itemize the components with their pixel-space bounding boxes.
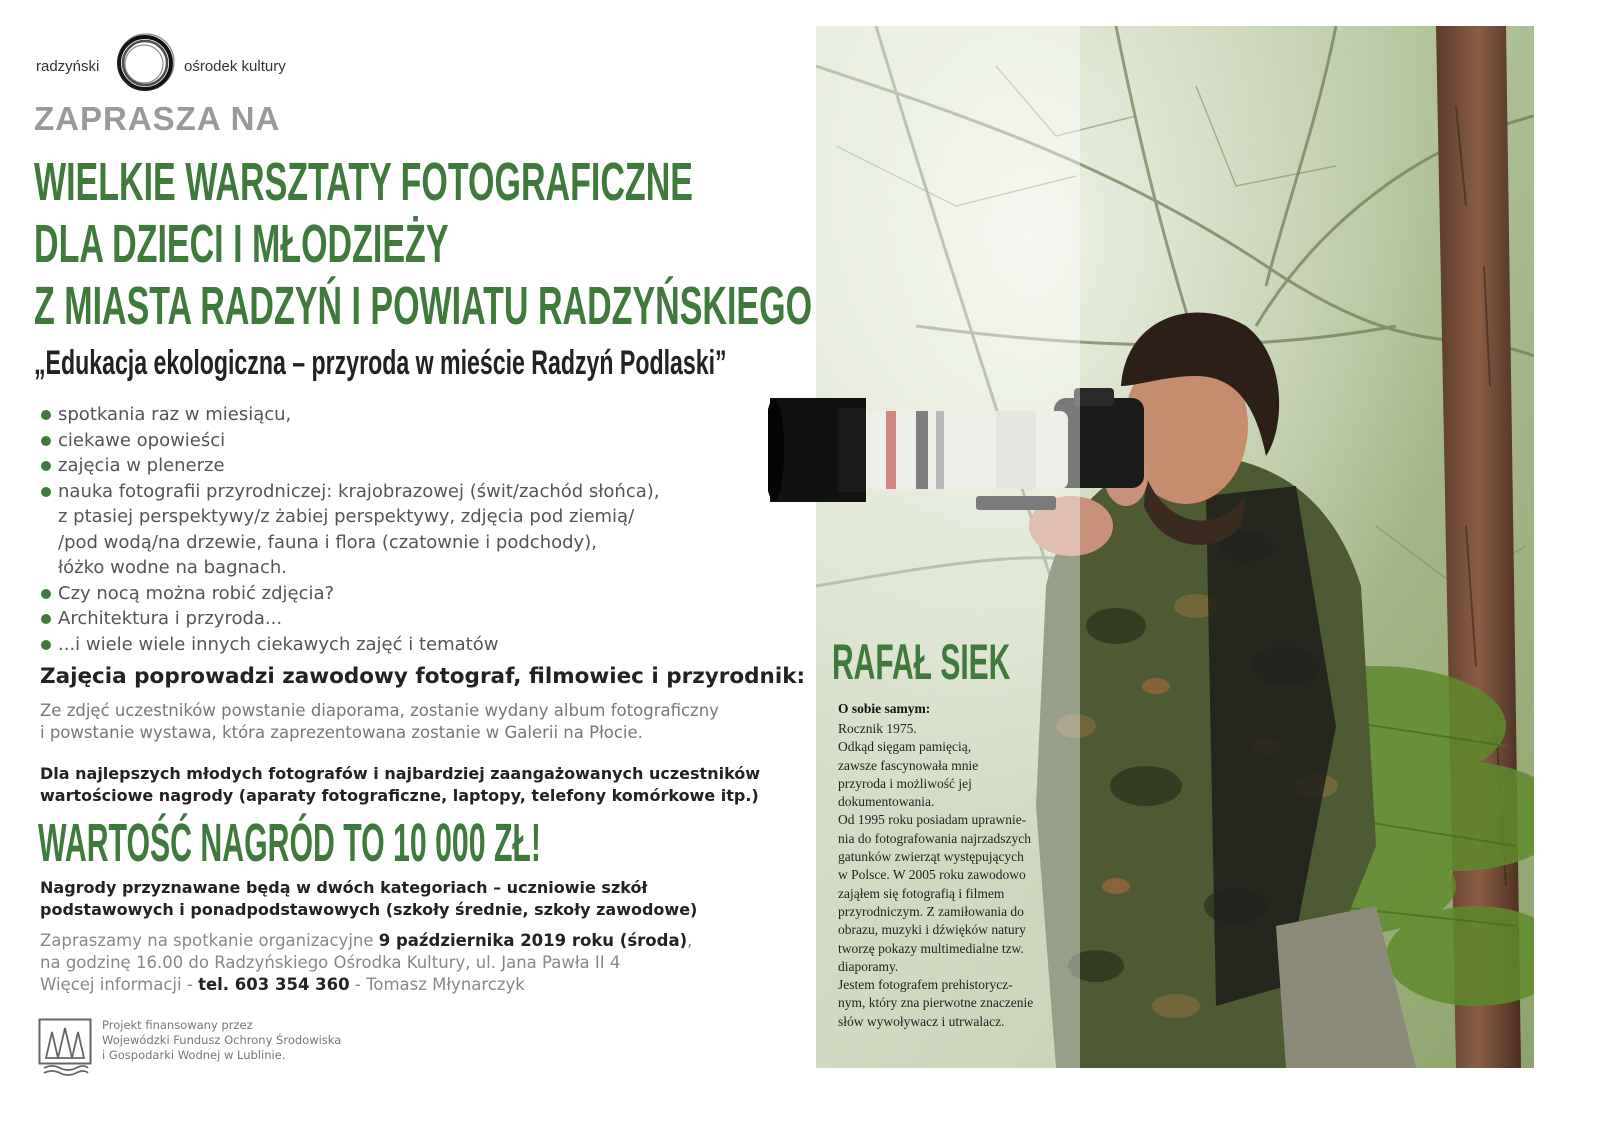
list-item: Architektura i przyroda... [40,606,800,632]
bio-line: Odkąd sięgam pamięcią, [838,739,972,755]
list-item: Czy nocą można robić zdjęcia? [40,581,800,607]
fund-credit [102,1018,422,1063]
photographer-bio [838,720,1068,1031]
list-item: nauka fotografii przyrodniczej: krajobrazowej (świt/zachód słońca), [40,479,800,505]
meeting-date: 9 października 2019 roku (środa) [378,931,688,950]
feature-list [40,402,800,657]
list-item: zajęcia w plenerze [40,453,800,479]
categories-paragraph [40,877,800,921]
list-item: spotkania raz w miesiącu, [40,402,800,428]
list-item: ...i wiele wiele innych ciekawych zajęć i tematów [40,632,800,658]
instructor-lead: Zajęcia poprowadzi zawodowy fotograf, filmowiec i przyrodnik: [40,664,806,689]
info-text: Zapraszamy na spotkanie organizacyjne [40,931,379,950]
invite-heading: ZAPRASZA NA [34,100,281,137]
ring-logo-icon [114,32,176,94]
prize-value-heading: WARTOŚĆ NAGRÓD TO 10 000 ZŁ! [38,813,541,873]
logo-left-word: radzyński [36,58,100,75]
outcomes-paragraph [40,700,800,744]
bio-line: Jestem fotografem prehistorycz- [838,977,1013,993]
headline-line-1: WIELKIE WARSZTATY FOTOGRAFICZNE [34,152,693,212]
logo-right-word: ośrodek kultury [184,58,286,75]
bio-line: zająłem się fotografią i filmem [838,885,1005,901]
list-item-continuation: z ptasiej perspektywy/z żabiej perspektywy, zdjęcia pod ziemią/ [58,506,635,527]
awards-paragraph [40,763,800,807]
bio-line: przyroda i możliwość jej [838,775,972,791]
bio-line: tworzę pokazy multimedialne tzw. [838,940,1024,956]
bio-line: nym, który zna pierwotne znaczenie [838,995,1034,1011]
contact-phone: tel. 603 354 360 [198,975,350,994]
fund-line: Wojewódzki Fundusz Ochrony Środowiska [102,1033,342,1047]
bio-line: przyrodniczym. Z zamiłowania do [838,903,1024,919]
meeting-date-line [40,930,800,952]
headline-line-3: Z MIASTA RADZYŃ I POWIATU RADZYŃSKIEGO [34,276,813,336]
photographer-name: RAFAŁ SIEK [832,634,1011,690]
paragraph-line: Nagrody przyznawane będą w dwóch kategoriach – uczniowie szkół [40,878,648,897]
meeting-place-line: na godzinę 16.00 do Radzyńskiego Ośrodka Kultury, ul. Jana Pawła II 4 [40,953,621,972]
info-text: , [687,931,693,950]
bio-line: nia do fotografowania najrzadszych [838,830,1032,846]
organizer-logo [36,30,356,100]
bio-line: Rocznik 1975. [838,721,917,736]
list-item-continuation: łóżko wodne na bagnach. [58,557,287,578]
list-item-continuation: /pod wodą/na drzewie, fauna i flora (czatownie i podchody), [58,531,597,553]
list-item: ciekawe opowieści [40,428,800,454]
fund-line: i Gospodarki Wodnej w Lublinie. [102,1048,286,1062]
paragraph-line: i powstanie wystawa, która zaprezentowana zostanie w Galerii na Płocie. [40,723,643,742]
bio-line: w Polsce. W 2005 roku zawodowo [838,867,1026,883]
contact-line [40,974,800,996]
project-subtitle: „Edukacja ekologiczna – przyroda w mieście Radzyń Podlaski” [34,344,727,382]
info-text: Więcej informacji - [40,975,199,994]
bio-line: dokumentowania. [838,794,935,810]
bio-line: słów wywoływacz i utrwalacz. [838,1013,1005,1029]
headline-line-2: DLA DZIECI I MŁODZIEŻY [34,214,449,274]
bio-line: gatunków zwierząt występujących [838,849,1024,865]
camera-lens-icon [768,398,868,502]
bio-line: obrazu, muzyki i dźwięków natury [838,922,1026,938]
contact-person: - Tomasz Młynarczyk [349,975,525,994]
paragraph-line: Ze zdjęć uczestników powstanie diaporama, zostanie wydany album fotograficzny [40,701,719,720]
bio-line: diaporamy. [838,958,899,974]
bio-line: Od 1995 roku posiadam uprawnie- [838,812,1027,828]
bio-title: O sobie samym: [838,701,931,716]
paragraph-line: podstawowych i ponadpodstawowych (szkoły średnie, szkoły zawodowe) [40,900,698,919]
fund-logo-icon [38,1018,92,1076]
paragraph-line: wartościowe nagrody (aparaty fotograficzne, laptopy, telefony komórkowe itp.) [40,786,759,805]
paragraph-line: Dla najlepszych młodych fotografów i najbardziej zaangażowanych uczestników [40,764,761,783]
meeting-info [40,930,800,996]
bio-line: zawsze fascynowała mnie [838,757,979,773]
fund-line: Projekt finansowany przez [102,1018,253,1032]
